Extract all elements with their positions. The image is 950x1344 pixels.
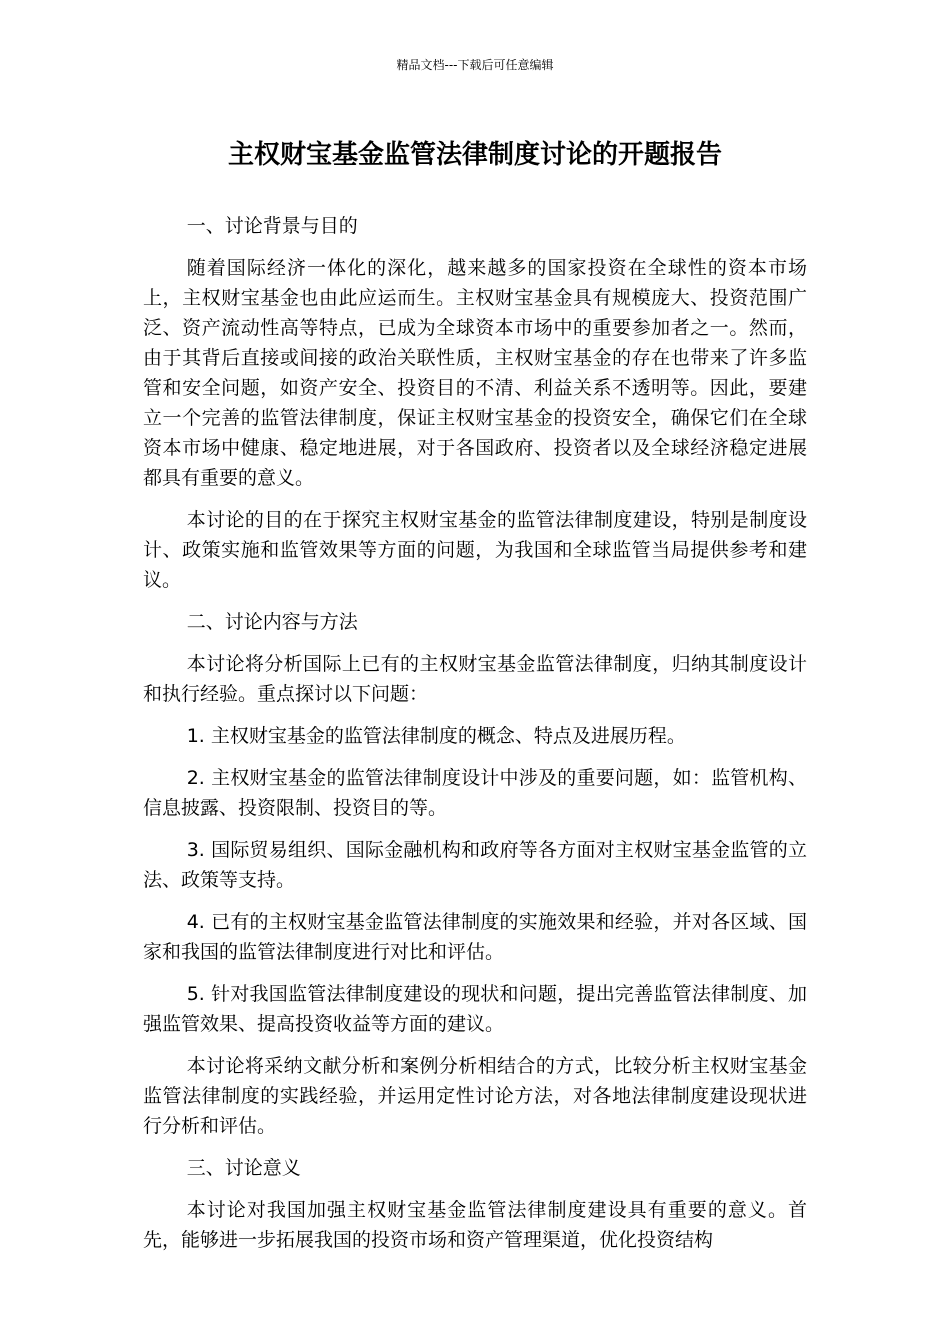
list-item-1: 1. 主权财宝基金的监管法律制度的概念、特点及进展历程。 [186,725,686,747]
list-item-2: 2. 主权财宝基金的监管法律制度设计中涉及的重要问题，如：监管机构、信息披露、投资限制、投资目的等。 [143,767,807,819]
section-heading-significance: 三、讨论意义 [186,1157,301,1179]
paragraph-method: 本讨论将采纳文献分析和案例分析相结合的方式，比较分析主权财宝基金监管法律制度的实践经验，并运用定性讨论方法，对各地法律制度建设现状进行分析和评估。 [143,1055,807,1137]
section-heading-background: 一、讨论背景与目的 [186,215,358,237]
document-body [143,211,807,1267]
paragraph-content-intro: 本讨论将分析国际上已有的主权财宝基金监管法律制度，归纳其制度设计和执行经验。重点探讨以下问题： [143,653,807,705]
document-title: 主权财宝基金监管法律制度讨论的开题报告 [227,140,722,170]
list-item-5: 5. 针对我国监管法律制度建设的现状和问题，提出完善监管法律制度、加强监管效果、提高投资收益等方面的建议。 [143,983,807,1035]
list-item-4: 4. 已有的主权财宝基金监管法律制度的实施效果和经验，并对各区域、国家和我国的监管法律制度进行对比和评估。 [143,911,807,963]
section-heading-content-method: 二、讨论内容与方法 [186,611,358,633]
paragraph-background: 随着国际经济一体化的深化，越来越多的国家投资在全球性的资本市场上，主权财宝基金也由此应运而生。主权财宝基金具有规模庞大、投资范围广泛、资产流动性高等特点，已成为全球资本市场中的重要参加者之一。然而，由于其背后直接或间接的政治关联性质，主权财宝基金的存在也带来了许多监管和安全问题，如资产安全、投资目的不清、利益关系不透明等。因此，要建立一个完善的监管法律制度，保证主权财宝基金的投资安全，确保它们在全球资本市场中健康、稳定地进展，对于各国政府、投资者以及全球经济稳定进展都具有重要的意义。 [143,257,807,489]
page-header: 精品文档---下载后可任意编辑 [396,58,554,72]
paragraph-significance: 本讨论对我国加强主权财宝基金监管法律制度建设具有重要的意义。首先，能够进一步拓展我国的投资市场和资产管理渠道，优化投资结构 [143,1199,807,1251]
list-item-3: 3. 国际贸易组织、国际金融机构和政府等各方面对主权财宝基金监管的立法、政策等支持。 [143,839,807,891]
paragraph-purpose: 本讨论的目的在于探究主权财宝基金的监管法律制度建设，特别是制度设计、政策实施和监管效果等方面的问题，为我国和全球监管当局提供参考和建议。 [143,509,807,591]
